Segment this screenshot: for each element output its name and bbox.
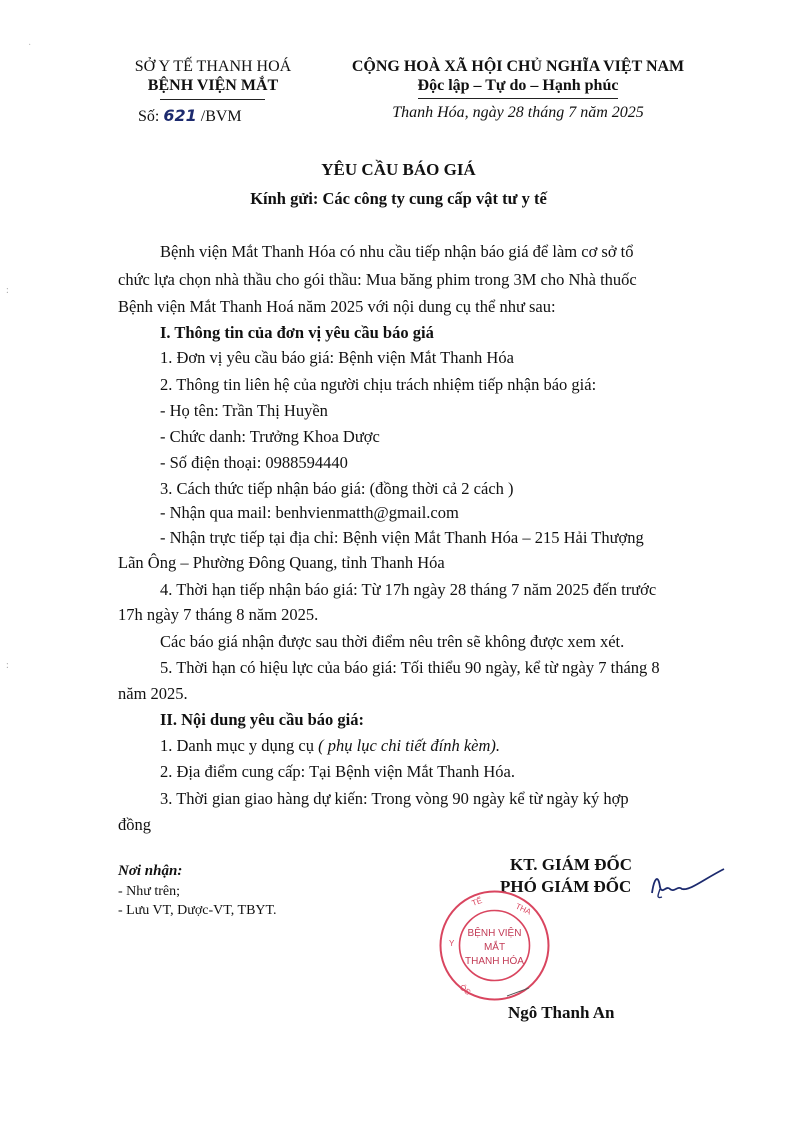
section-2-heading: II. Nội dung yêu cầu báo giá: [160, 710, 365, 729]
section-2-item-1-text: 1. Danh mục y dụng cụ [160, 736, 314, 755]
recipient-item: - Như trên; [118, 884, 181, 899]
motto-underline [418, 98, 618, 99]
number-handwritten: 621 [163, 106, 197, 125]
section-1-line: 17h ngày 7 tháng 8 năm 2025. [118, 605, 319, 624]
country-name: CỘNG HOÀ XÃ HỘI CHỦ NGHĨA VIỆT NAM [351, 58, 685, 75]
section-2-item-3: 3. Thời gian giao hàng dự kiến: Trong vòng 90 ngày kể từ ngày ký hợp [160, 789, 629, 808]
svg-text:THA: THA [514, 901, 533, 917]
section-1-line: Lãn Ông – Phường Đông Quang, tỉnh Thanh Hóa [118, 553, 445, 572]
section-2-item-1-note: ( phụ lục chi tiết đính kèm). [318, 736, 501, 755]
section-1-line: 4. Thời hạn tiếp nhận báo giá: Từ 17h ngày 28 tháng 7 năm 2025 đến trước [160, 580, 657, 599]
intro-line-3: Bệnh viện Mắt Thanh Hoá năm 2025 với nội dung cụ thể như sau: [118, 297, 556, 316]
recipients-label: Nơi nhận: [118, 863, 183, 879]
recipient-item: - Lưu VT, Dược-VT, TBYT. [118, 903, 277, 918]
margin-mark: : [6, 285, 9, 296]
document-title: YÊU CẦU BÁO GIÁ [321, 160, 476, 179]
section-1-line: 5. Thời hạn có hiệu lực của báo giá: Tối thiểu 90 ngày, kể từ ngày 7 tháng 8 [160, 658, 660, 677]
hospital-stamp-icon [437, 888, 552, 1003]
svg-text:Y: Y [449, 939, 455, 948]
section-1-line: - Nhận trực tiếp tại địa chỉ: Bệnh viện Mắt Thanh Hóa – 215 Hải Thượng [160, 528, 644, 547]
section-1-line: 1. Đơn vị yêu cầu báo giá: Bệnh viện Mắt Thanh Hóa [160, 348, 514, 367]
section-2-item-2: 2. Địa điểm cung cấp: Tại Bệnh viện Mắt Thanh Hóa. [160, 762, 515, 781]
intro-line-2: chức lựa chọn nhà thầu cho gói thầu: Mua băng phim trong 3M cho Nhà thuốc [118, 270, 637, 289]
margin-mark: · [28, 40, 32, 51]
number-prefix: Số: [138, 108, 160, 125]
department-name: SỞ Y TẾ THANH HOÁ [134, 58, 292, 75]
stamp-line-2: MẮT [483, 942, 506, 953]
svg-text:ÓS: ÓS [457, 982, 473, 997]
section-1-line: 2. Thông tin liên hệ của người chịu trách nhiệm tiếp nhận báo giá: [160, 375, 597, 394]
section-1-line: năm 2025. [118, 684, 188, 703]
signature-title-1: KT. GIÁM ĐỐC [510, 855, 632, 874]
intro-line-1: Bệnh viện Mắt Thanh Hóa có nhu cầu tiếp nhận báo giá để làm cơ sở tổ [160, 242, 634, 261]
document-number [138, 106, 242, 126]
section-1-line: Các báo giá nhận được sau thời điểm nêu trên sẽ không được xem xét. [160, 632, 625, 651]
number-suffix: /BVM [200, 108, 242, 125]
svg-text:TẾ: TẾ [470, 895, 484, 908]
header-left-underline [160, 99, 265, 100]
margin-mark: : [6, 660, 9, 671]
section-1-line: - Số điện thoại: 0988594440 [160, 453, 348, 472]
section-1-line: - Chức danh: Trưởng Khoa Dược [160, 427, 380, 446]
signature-title-2: PHÓ GIÁM ĐỐC [500, 877, 632, 896]
place-date: Thanh Hóa, ngày 28 tháng 7 năm 2025 [392, 104, 644, 121]
section-1-line: 3. Cách thức tiếp nhận báo giá: (đồng thời cả 2 cách ) [160, 479, 514, 498]
section-1-line: - Nhận qua mail: benhvienmatth@gmail.com [160, 503, 459, 522]
motto: Độc lập – Tự do – Hạnh phúc [417, 77, 619, 94]
hospital-name: BỆNH VIỆN MẮT [147, 77, 279, 94]
signer-name: Ngô Thanh An [508, 1003, 615, 1022]
stamp-line-3: THANH HÓA [465, 956, 524, 967]
section-2-item-3-cont: đồng [118, 815, 151, 834]
section-2-item-1 [160, 736, 500, 756]
stamp-line-1: BỆNH VIỆN [467, 928, 522, 939]
section-1-heading: I. Thông tin của đơn vị yêu cầu báo giá [160, 323, 434, 342]
recipient-line: Kính gửi: Các công ty cung cấp vật tư y tế [250, 189, 547, 208]
signature-scribble-icon [648, 865, 728, 905]
section-1-line: - Họ tên: Trần Thị Huyền [160, 401, 328, 420]
